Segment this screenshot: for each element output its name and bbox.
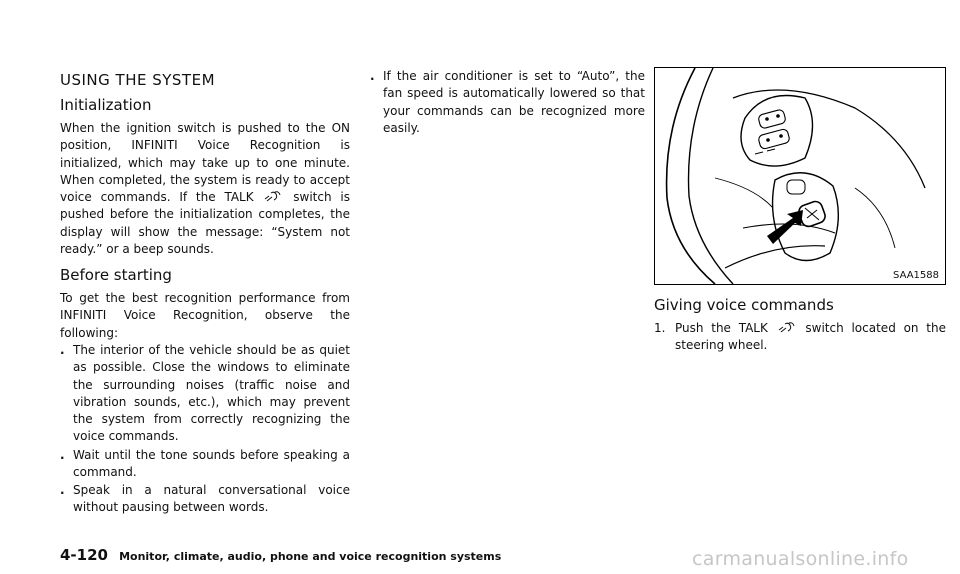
bullet-text: If the air conditioner is set to “Auto”, the fan speed is automatically lowered so that your commands can be recognized more easily. <box>383 69 645 135</box>
bullet-text: Wait until the tone sounds before speaking a command. <box>73 448 350 480</box>
initialization-text-start: When the ignition switch is pushed to the ON position, INFINITI Voice Recognition is initialized, which may take up to one minute. When completed, the system is ready to accept voice commands. If the TALK <box>60 121 350 205</box>
step-number: 1. <box>654 321 666 335</box>
initialization-heading: Initialization <box>60 96 152 114</box>
page-footer <box>60 545 501 564</box>
bullet-item-quiet <box>60 342 350 446</box>
step-1 <box>654 320 946 355</box>
bullet-marker: . <box>370 69 375 83</box>
bullet-item-air-conditioner <box>370 68 645 137</box>
bullet-text: Speak in a natural conversational voice without pausing between words. <box>73 483 350 515</box>
bullet-marker: . <box>60 448 65 462</box>
giving-commands-heading: Giving voice commands <box>654 296 834 314</box>
figure-code: SAA1588 <box>893 270 939 281</box>
bullet-marker: . <box>60 343 65 357</box>
talk-icon <box>262 190 284 202</box>
step-text-start: Push the TALK <box>675 321 768 335</box>
bullet-item-natural-voice <box>60 482 350 517</box>
initialization-paragraph <box>60 120 350 258</box>
steering-wheel-figure <box>654 67 946 285</box>
bullet-item-tone <box>60 447 350 482</box>
before-starting-heading: Before starting <box>60 266 172 284</box>
steering-wheel-illustration-icon <box>655 68 945 284</box>
section-title: USING THE SYSTEM <box>60 71 216 89</box>
talk-icon <box>776 321 798 333</box>
initialization-text-end: switch is pushed before the initialization completes, the display will show the message: “System not ready.” or a beep sounds. <box>60 190 350 257</box>
step-text-end: switch located on the steering wheel. <box>675 321 946 353</box>
bullet-marker: . <box>60 483 65 497</box>
page-number: 4-120 <box>60 546 108 564</box>
chapter-title: Monitor, climate, audio, phone and voice recognition systems <box>119 550 502 563</box>
bullet-text: The interior of the vehicle should be as quiet as possible. Close the windows to eliminate the surrounding noises (traffic noise and vibration sounds, etc.), which may prevent the system from correctly recognizing the voice commands. <box>73 343 350 444</box>
watermark: carmanualsonline.info <box>692 548 909 570</box>
before-starting-intro: To get the best recognition performance from INFINITI Voice Recognition, observe the following: <box>60 291 350 340</box>
